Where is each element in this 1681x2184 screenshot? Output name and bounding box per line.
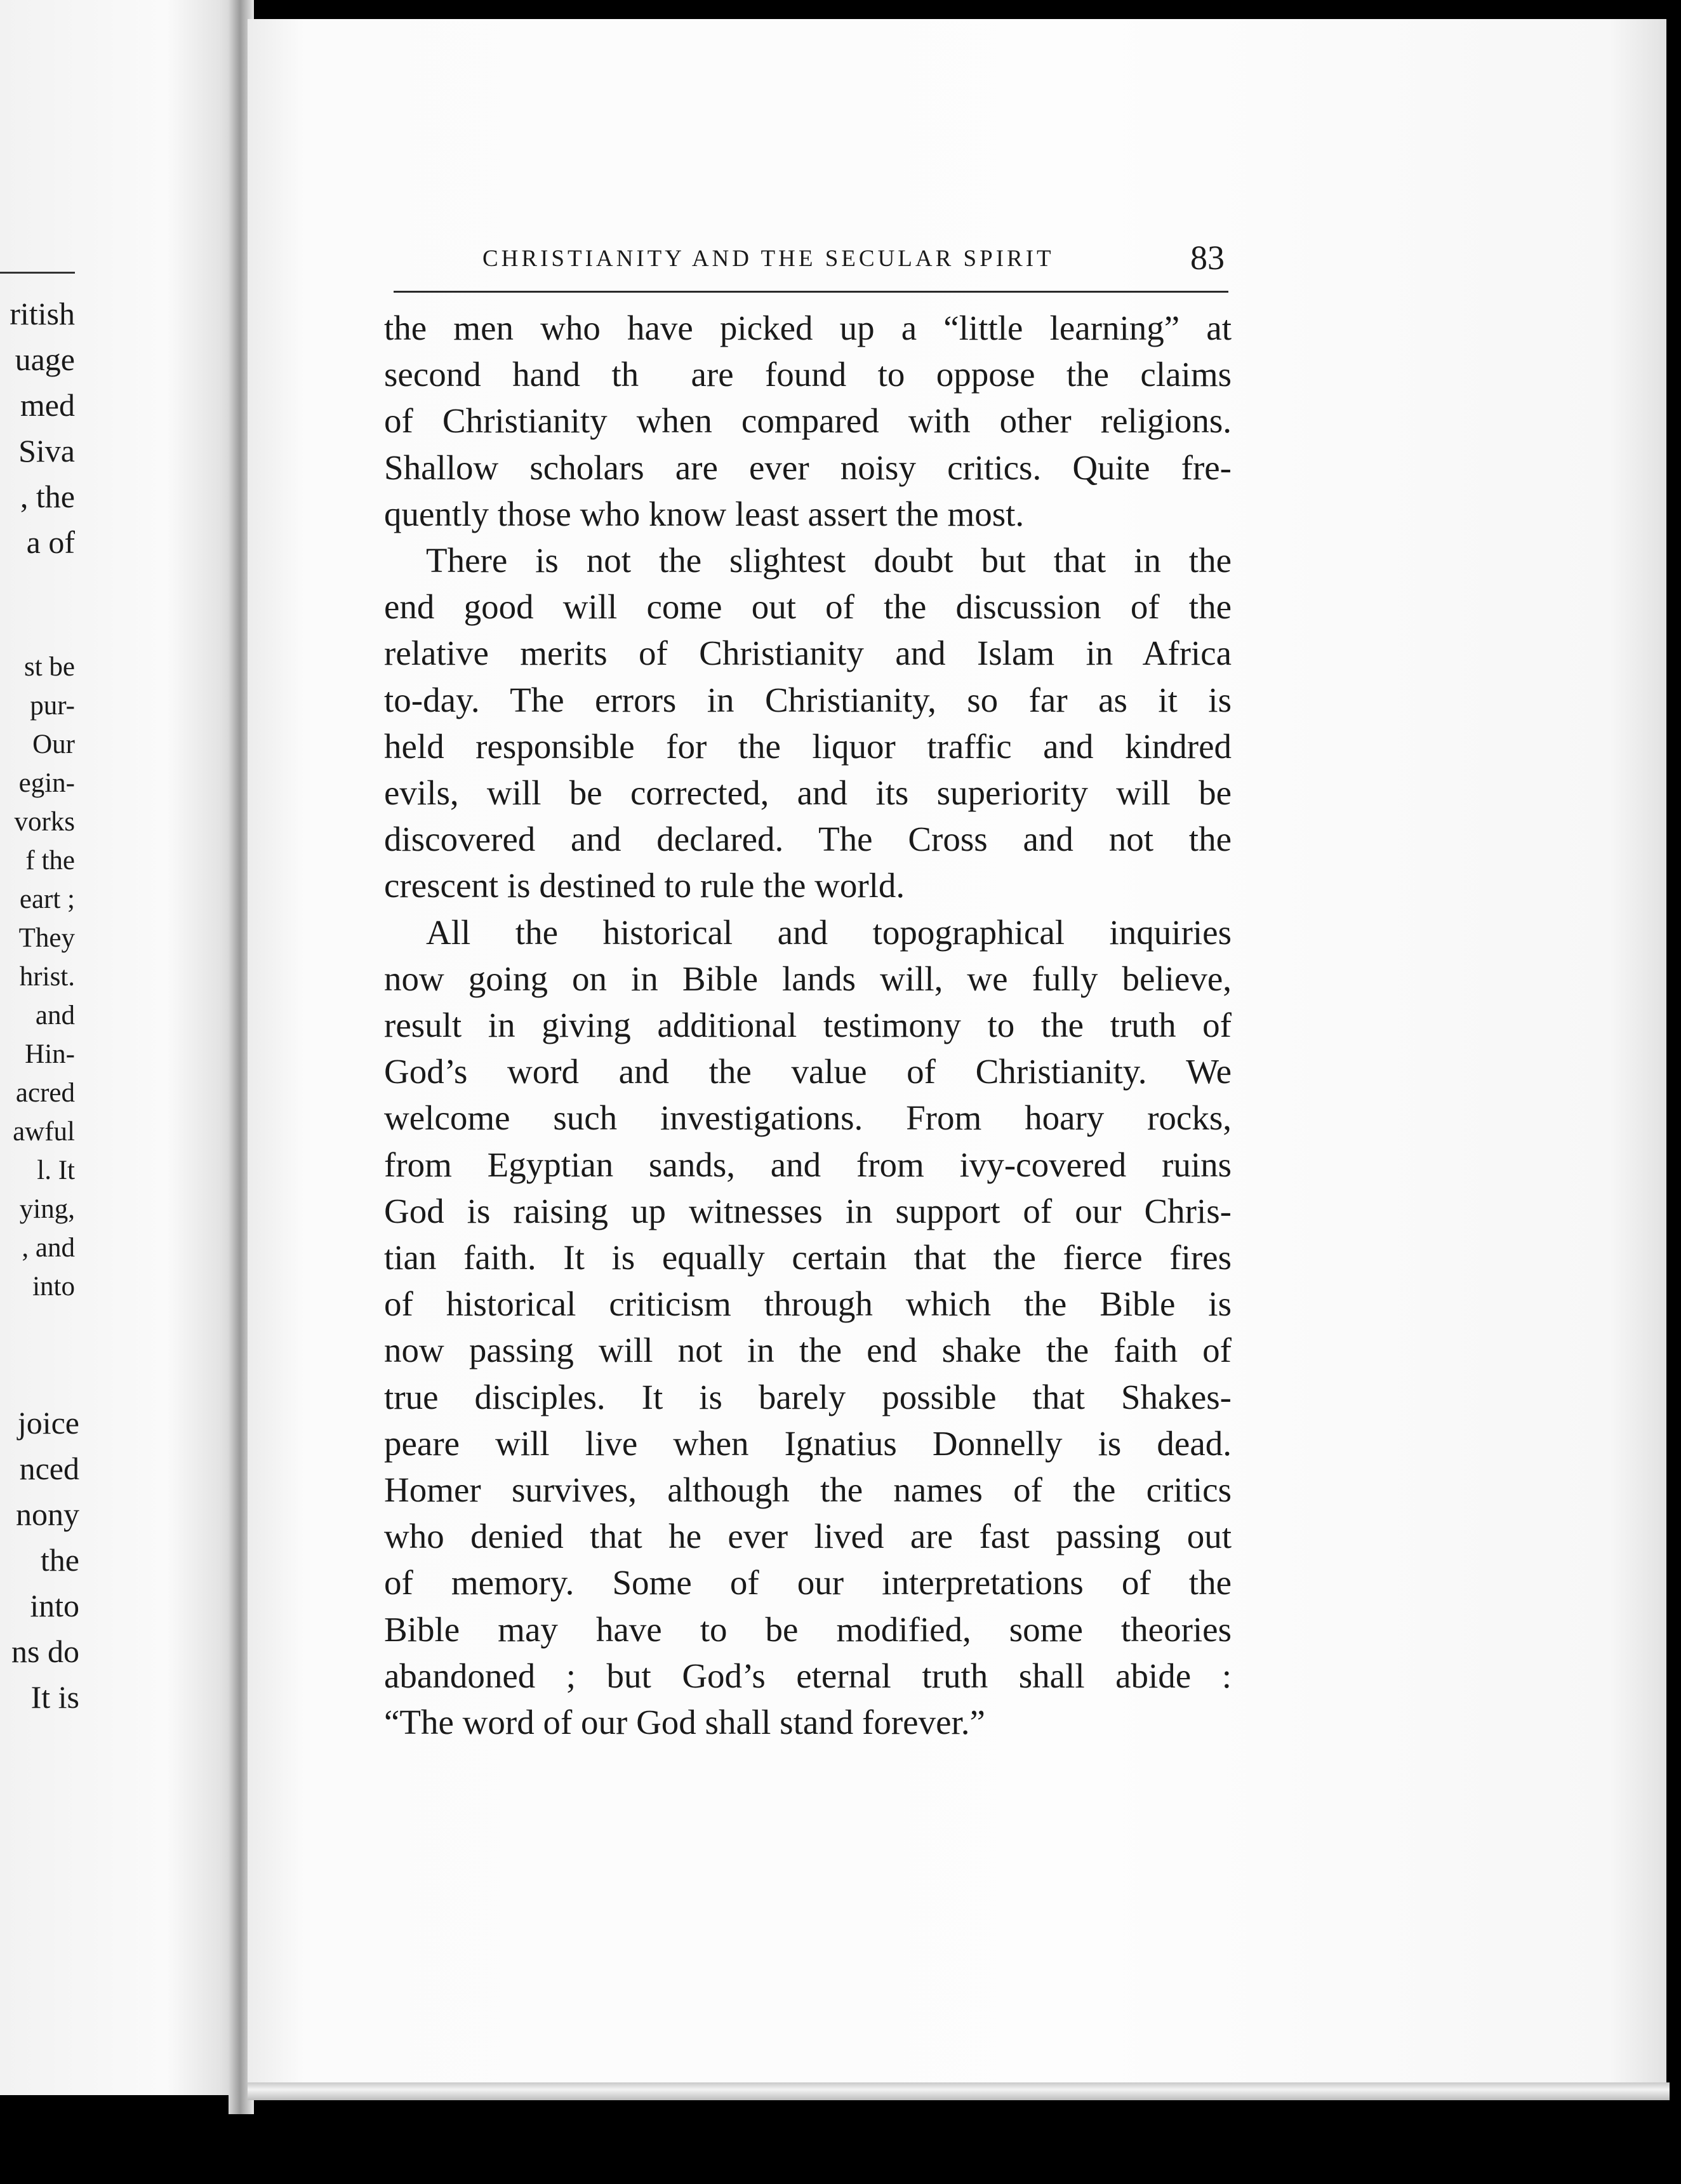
text-line: of Christianity when compared with other religions. bbox=[384, 401, 1232, 441]
text-line: All the historical and topographical inquiries bbox=[426, 912, 1232, 952]
page-bottom-edge bbox=[248, 2082, 1670, 2100]
left-page-rule bbox=[0, 272, 75, 274]
text-line: second hand th are found to oppose the claims bbox=[384, 355, 1232, 394]
left-page-line-fragment: hrist. bbox=[19, 962, 75, 992]
left-page-line-fragment: Our bbox=[32, 729, 75, 759]
left-page-line-fragment: into bbox=[30, 1588, 79, 1623]
left-page-line-fragment: a of bbox=[26, 524, 75, 560]
text-line: tian faith. It is equally certain that the fierce fires bbox=[384, 1238, 1232, 1277]
header-rule bbox=[394, 291, 1228, 293]
left-page-line-fragment: ying, bbox=[19, 1194, 75, 1224]
left-page-line-fragment: acred bbox=[15, 1078, 75, 1108]
left-page-line-fragment: awful bbox=[13, 1117, 75, 1147]
left-page-line-fragment: f the bbox=[25, 846, 75, 876]
left-page-line-fragment: They bbox=[18, 923, 75, 953]
text-line: “The word of our God shall stand forever.” bbox=[384, 1703, 985, 1742]
left-page-line-fragment: ritish bbox=[10, 296, 75, 331]
page-number: 83 bbox=[1190, 239, 1225, 277]
text-line: discovered and declared. The Cross and not the bbox=[384, 820, 1232, 859]
left-page-line-fragment: joice bbox=[17, 1405, 79, 1441]
left-page-line-fragment: Siva bbox=[18, 433, 75, 469]
text-line: end good will come out of the discussion of the bbox=[384, 587, 1232, 627]
left-page-line-fragment: st be bbox=[23, 652, 75, 682]
text-line: welcome such investigations. From hoary rocks, bbox=[384, 1098, 1232, 1138]
left-page-line-fragment: the bbox=[40, 1542, 79, 1578]
text-line: from Egyptian sands, and from ivy-covered ruins bbox=[384, 1145, 1232, 1184]
text-line: the men who have picked up a “little learning” at bbox=[384, 309, 1232, 347]
text-line: held responsible for the liquor traffic and kindred bbox=[384, 726, 1232, 766]
text-line: There is not the slightest doubt but that in the bbox=[426, 541, 1232, 580]
left-page-text-group-2 bbox=[0, 648, 75, 1306]
text-line: Bible may have to be modified, some theories bbox=[384, 1609, 1232, 1649]
left-page-line-fragment: ns do bbox=[11, 1634, 79, 1669]
text-line: result in giving additional testimony to the truth of bbox=[384, 1006, 1232, 1045]
body-text bbox=[384, 305, 1232, 1745]
running-head: CHRISTIANITY AND THE SECULAR SPIRIT bbox=[482, 246, 1054, 272]
text-line: peare will live when Ignatius Donnelly is dead. bbox=[384, 1423, 1232, 1463]
left-page-line-fragment: l. It bbox=[37, 1155, 75, 1185]
left-page-line-fragment: It is bbox=[30, 1679, 79, 1715]
left-page-line-fragment: and bbox=[35, 1001, 75, 1030]
left-page-line-fragment: nony bbox=[16, 1496, 79, 1532]
text-line: who denied that he ever lived are fast passing out bbox=[384, 1517, 1232, 1556]
left-page-line-fragment: vorks bbox=[14, 807, 75, 837]
text-line: God’s word and the value of Christianity. We bbox=[384, 1052, 1232, 1091]
text-line: Shallow scholars are ever noisy critics. Quite fre- bbox=[384, 448, 1232, 487]
left-page-line-fragment: med bbox=[20, 387, 75, 423]
left-page-text-group-1 bbox=[0, 291, 75, 565]
text-line: relative merits of Christianity and Islam in Africa bbox=[384, 634, 1232, 673]
text-line: Homer survives, although the names of the critics bbox=[384, 1470, 1232, 1510]
text-line: of memory. Some of our interpretations of the bbox=[384, 1563, 1232, 1602]
left-page-line-fragment: into bbox=[32, 1272, 75, 1302]
left-page-text-group-3 bbox=[0, 1400, 79, 1720]
left-page-line-fragment: eart ; bbox=[19, 884, 75, 914]
left-page-line-fragment: nced bbox=[19, 1451, 79, 1486]
text-line: abandoned ; but God’s eternal truth shall abide : bbox=[384, 1656, 1232, 1695]
text-line: God is raising up witnesses in support of our Chris- bbox=[384, 1191, 1232, 1230]
text-line: quently those who know least assert the most. bbox=[384, 494, 1025, 533]
left-page-line-fragment: egin- bbox=[18, 768, 75, 798]
left-page-line-fragment: pur- bbox=[30, 691, 75, 721]
text-line: to-day. The errors in Christianity, so far as it is bbox=[384, 680, 1232, 719]
text-line: evils, will be corrected, and its superiority will be bbox=[384, 773, 1232, 813]
text-line: now going on in Bible lands will, we fully believe, bbox=[384, 959, 1232, 998]
left-page-fragment bbox=[0, 0, 238, 2095]
left-page-line-fragment: , and bbox=[22, 1233, 75, 1263]
left-page-line-fragment: , the bbox=[20, 479, 75, 514]
left-page-line-fragment: uage bbox=[15, 342, 75, 377]
left-page-line-fragment: Hin- bbox=[25, 1039, 75, 1069]
text-line: crescent is destined to rule the world. bbox=[384, 866, 905, 905]
text-line: of historical criticism through which the Bible is bbox=[384, 1284, 1232, 1324]
text-line: true disciples. It is barely possible that Shakes- bbox=[384, 1377, 1232, 1416]
text-line: now passing will not in the end shake the faith of bbox=[384, 1331, 1232, 1370]
